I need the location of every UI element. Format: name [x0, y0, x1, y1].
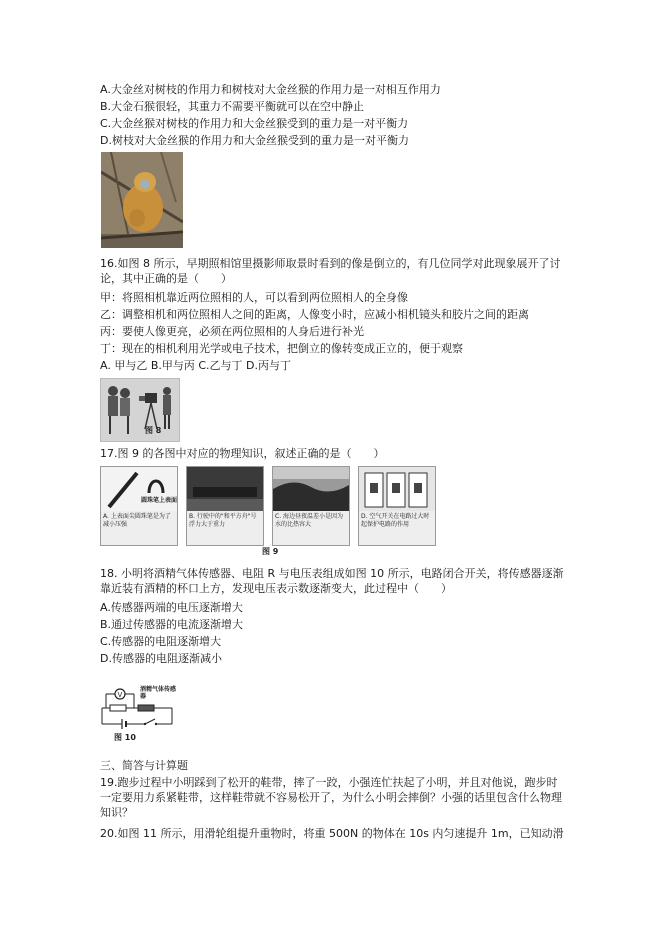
q20-text: 20.如图 11 所示，用滑轮组提升重物时，将重 500N 的物体在 10s 内匀速提升 1m，已知动滑	[100, 827, 564, 840]
golden-monkey-photo	[101, 152, 183, 248]
q15-option-c: C.大金丝猴对树枝的作用力和大金丝猴受到的重力是一对平衡力	[100, 117, 409, 130]
figure-10-circuit	[100, 686, 186, 742]
q18-option-a: A.传感器两端的电压逐渐增大	[100, 601, 243, 614]
figure-9-panel-b	[186, 466, 264, 546]
q16-statement-ding: 丁：现在的相机利用光学或电子技术，把倒立的像转变成正立的，便于观察	[100, 342, 463, 355]
figure-9-panel-d	[358, 466, 436, 546]
figure-9-caption: 图 9	[262, 547, 279, 556]
q16-stem: 16.如图 8 所示，早期照相馆里摄影师取景时看到的像是倒立的，有几位同学对此现象展开了讨论，其中正确的是（ ）	[100, 257, 561, 285]
figure-9-panels	[100, 466, 430, 556]
q16-statement-yi: 乙：调整相机和两位照相人之间的距离，人像变小时，应减小相机镜头和胶片之间的距离	[100, 308, 529, 321]
q18-stem: 18. 小明将酒精气体传感器、电阻 R 与电压表组成如图 10 所示，电路闭合开关，将传感器逐渐靠近装有酒精的杯口上方，发现电压表示数逐渐变大，此过程中（ ）	[100, 567, 564, 595]
figure-9-panel-c	[272, 466, 350, 546]
q16-options: A. 甲与乙 B.甲与丙 C.乙与丁 D.丙与丁	[100, 359, 292, 372]
q18-option-d: D.传感器的电阻逐渐减小	[100, 652, 222, 665]
q18-option-b: B.通过传感器的电流逐渐增大	[100, 618, 244, 631]
figure-9-panel-a	[100, 466, 178, 546]
q15-option-b: B.大金石猴很轻，其重力不需要平衡就可以在空中静止	[100, 100, 365, 113]
figure-10-caption: 图 10	[114, 733, 136, 742]
panel-a-top-label: 圆珠笔上表面	[141, 497, 178, 504]
figure-9-panel-d-caption: D. 空气开关在电路过大时起保护电路的作用	[361, 513, 430, 528]
q15-option-d: D.树枝对大金丝猴的作用力和大金丝猴受到的重力是一对平衡力	[100, 134, 409, 147]
q16-statement-jia: 甲：将照相机靠近两位照相的人，可以看到两位照相人的全身像	[100, 291, 408, 304]
figure-10-sensor-label: 酒精气体传感器	[140, 686, 177, 700]
q16-statement-bing: 丙：要使人像更亮，必须在两位照相的人身后进行补光	[100, 325, 364, 338]
figure-8-caption: 图 8	[145, 426, 162, 435]
svg-text:V: V	[117, 691, 123, 699]
q15-option-a: A.大金丝对树枝的作用力和树枝对大金丝猴的作用力是一对相互作用力	[100, 83, 441, 96]
q19-text: 19.跑步过程中小明踩到了松开的鞋带，摔了一跤，小强连忙扶起了小明，并且对他说，跑步时一定要用力系紧鞋带，这样鞋带就不容易松开了，为什么小明会摔倒？小强的话里包含什么物理知识？	[100, 776, 562, 819]
figure-9-panel-a-caption: A. 上表面尖圆珠笔是为了减小压强	[103, 513, 171, 528]
figure-9-panel-b-caption: B. 行驶中的"和平方舟"号浮力大于重力	[189, 513, 257, 528]
q17-stem: 17.图 9 的各图中对应的物理知识，叙述正确的是（ ）	[100, 447, 385, 460]
figure-8-photographer	[100, 378, 180, 442]
q18-option-c: C.传感器的电阻逐渐增大	[100, 635, 222, 648]
figure-9-panel-c-caption: C. 海边昼夜温差小是因为水的比热容大	[275, 513, 344, 528]
section-3-title: 三、简答与计算题	[100, 759, 188, 772]
